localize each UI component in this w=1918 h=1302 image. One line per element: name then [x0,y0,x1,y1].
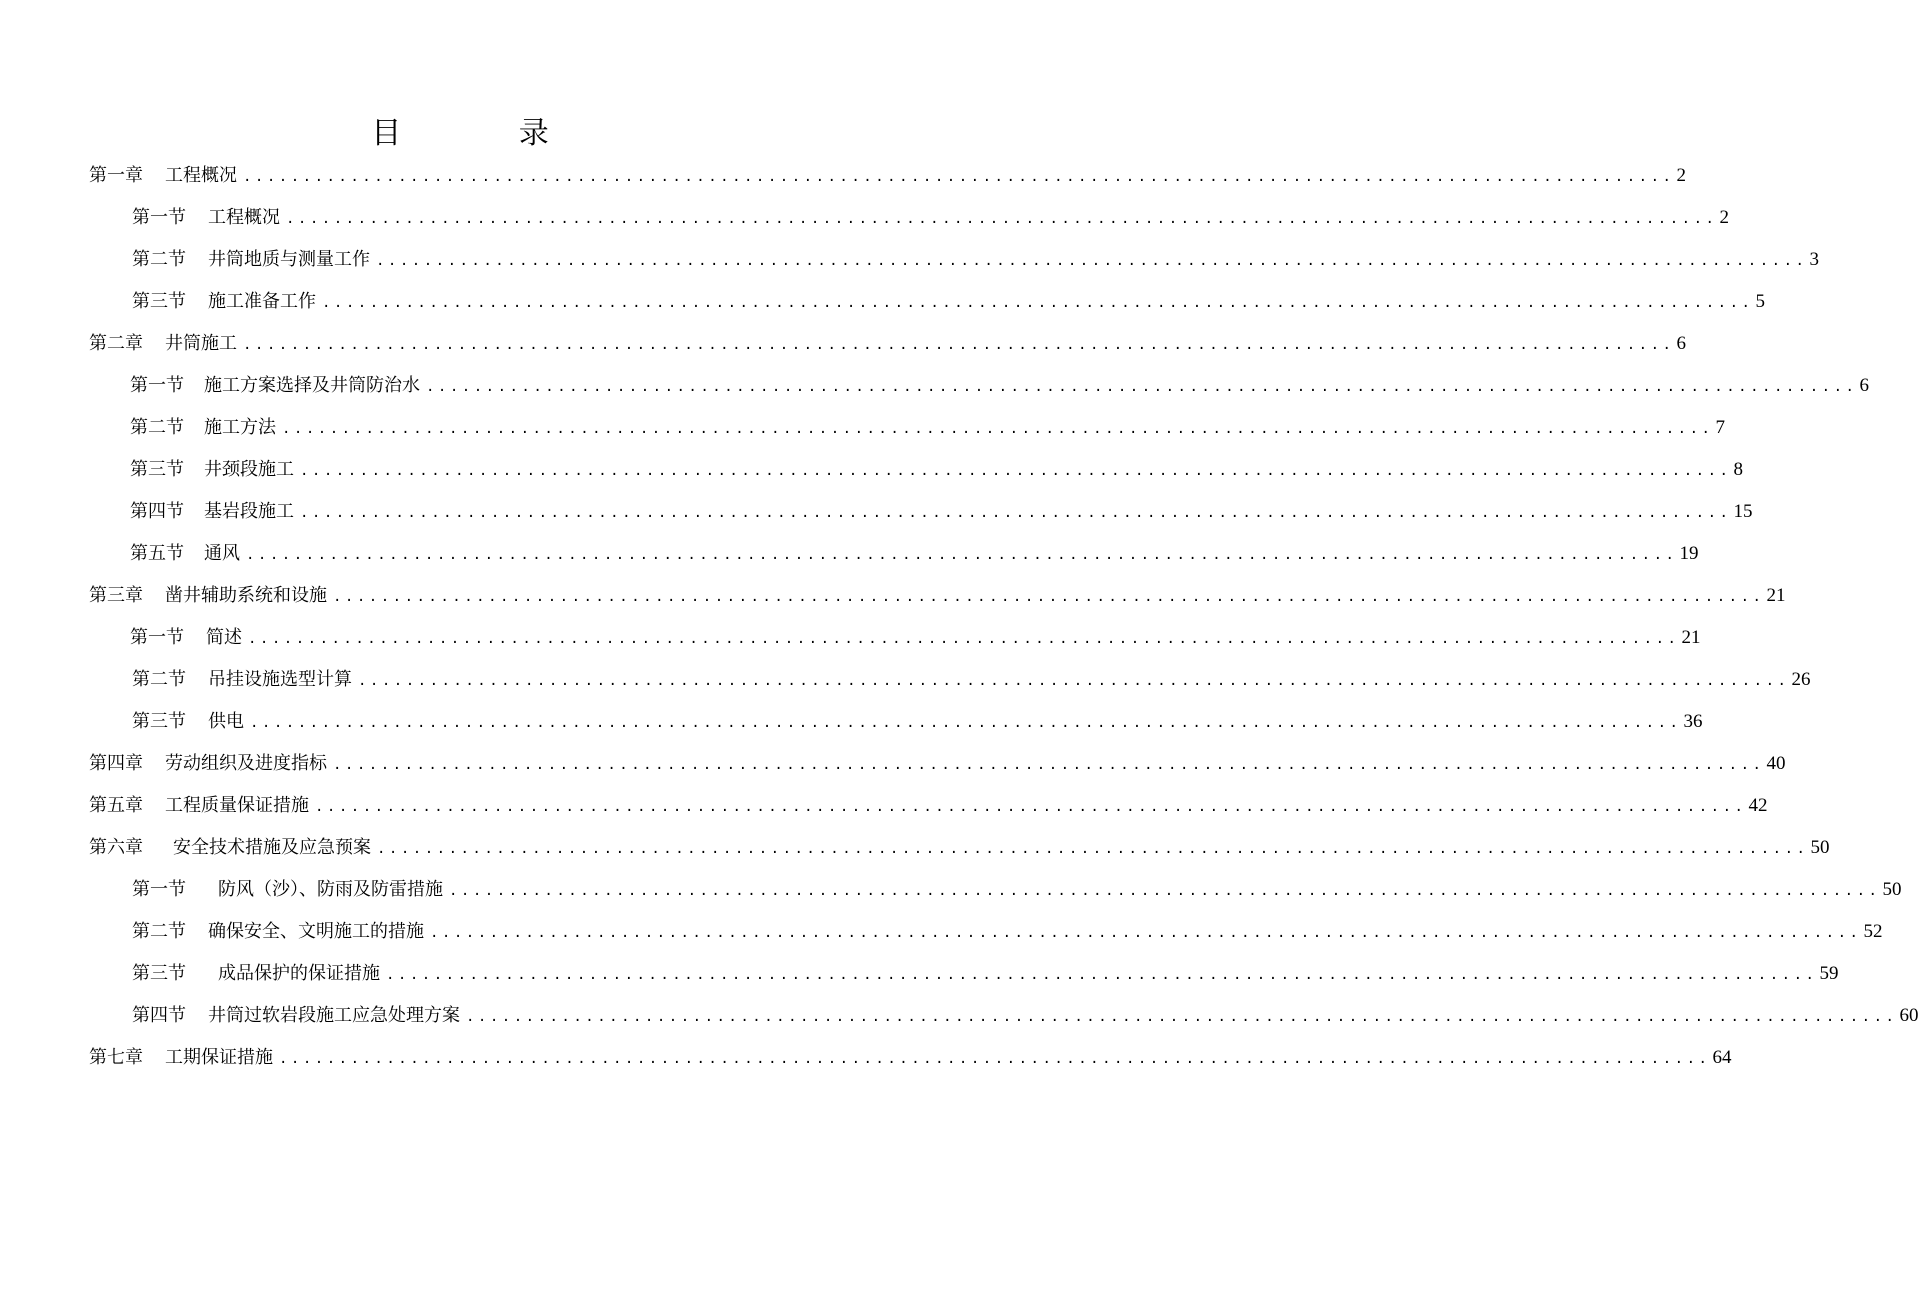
toc-leader-dots: ........................................................................................................................ [279,1051,1711,1067]
toc-entry-section [132,1000,1918,1028]
toc-leader-dots: ........................................................................................................................ [430,925,1862,941]
toc-leader-dots: ........................................................................................................................ [248,631,1680,647]
toc-leader-dots: ........................................................................................................................ [300,505,1732,521]
toc-entry-chapter-1 [89,160,1686,188]
toc-entry-label: 第三节 [130,459,184,480]
toc-entry-section [132,202,1729,230]
toc-entry-page: 52 [1863,921,1883,942]
toc-entry-title: 工期保证措施 [165,1047,273,1068]
toc-entry-title: 工程概况 [165,165,237,186]
toc-leader-dots: ........................................................................................................................ [358,673,1790,689]
toc-entry-page: 5 [1755,291,1765,312]
toc-entry-title: 吊挂设施选型计算 [208,669,352,690]
toc-leader-dots: ........................................................................................................................ [386,967,1818,983]
toc-entry-page: 8 [1733,459,1743,480]
toc-entry-label: 第一节 [132,879,186,900]
toc-entry-page: 6 [1676,333,1686,354]
toc-entry-chapter-4 [89,748,1786,776]
toc-leader-dots: ........................................................................................................................ [377,841,1809,857]
toc-entry-label: 第五章 [89,795,143,816]
toc-entry-section [132,874,1902,902]
toc-entry-title: 成品保护的保证措施 [218,963,380,984]
toc-entry-title: 劳动组织及进度指标 [165,753,327,774]
toc-entry-title: 施工方法 [204,417,276,438]
toc-entry-title: 供电 [208,711,244,732]
toc-entry-title: 工程概况 [208,207,280,228]
toc-entry-page: 2 [1676,165,1686,186]
toc-entry-title: 确保安全、文明施工的措施 [208,921,424,942]
toc-leader-dots: ........................................................................................................................ [333,757,1765,773]
toc-entry-title: 施工准备工作 [208,291,316,312]
toc-entry-section [132,916,1883,944]
toc-entry-title: 防风（沙）、防雨及防雷措施 [218,879,443,900]
toc-leader-dots: ........................................................................................................................ [322,295,1754,311]
toc-leader-dots: ........................................................................................................................ [282,421,1714,437]
toc-entry-chapter-6 [89,832,1830,860]
toc-entry-label: 第一章 [89,165,143,186]
toc-entry-title: 凿井辅助系统和设施 [165,585,327,606]
toc-entry-label: 第一节 [130,627,184,648]
toc-entry-title: 井筒施工 [165,333,237,354]
toc-entry-section [130,622,1701,650]
toc-entry-label: 第三节 [132,291,186,312]
toc-entry-chapter-2 [89,328,1686,356]
toc-leader-dots: ........................................................................................................................ [250,715,1682,731]
toc-entry-page: 42 [1748,795,1768,816]
toc-entry-page: 21 [1681,627,1701,648]
toc-title: 目 录 [371,116,603,151]
toc-leader-dots: ........................................................................................................................ [243,169,1675,185]
toc-entry-label: 第七章 [89,1047,143,1068]
toc-leader-dots: ........................................................................................................................ [286,211,1718,227]
toc-entry-page: 15 [1733,501,1753,522]
toc-entry-page: 59 [1819,963,1839,984]
toc-entry-section [130,412,1725,440]
toc-entry-label: 第二节 [130,417,184,438]
toc-entry-label: 第二节 [132,669,186,690]
toc-entry-chapter-3 [89,580,1786,608]
toc-entry-label: 第三章 [89,585,143,606]
toc-entry-section [132,958,1839,986]
toc-leader-dots: ........................................................................................................................ [243,337,1675,353]
toc-entry-page: 60 [1899,1005,1918,1026]
toc-entry-label: 第二章 [89,333,143,354]
toc-leader-dots: ........................................................................................................................ [315,799,1747,815]
toc-entry-section [130,496,1753,524]
toc-entry-title: 井颈段施工 [204,459,294,480]
toc-leader-dots: ........................................................................................................................ [426,379,1858,395]
toc-entry-page: 3 [1809,249,1819,270]
toc-leader-dots: ........................................................................................................................ [376,253,1808,269]
toc-entry-section [132,664,1811,692]
toc-entry-page: 40 [1766,753,1786,774]
toc-entry-title: 井筒过软岩段施工应急处理方案 [208,1005,460,1026]
toc-entry-label: 第四节 [132,1005,186,1026]
toc-entry-title: 施工方案选择及井筒防治水 [204,375,420,396]
toc-entry-section [130,538,1699,566]
toc-entry-chapter-5 [89,790,1768,818]
toc-entry-label: 第三节 [132,711,186,732]
toc-entry-label: 第一节 [132,207,186,228]
toc-entry-section [130,454,1743,482]
toc-entry-section [132,244,1819,272]
toc-leader-dots: ........................................................................................................................ [246,547,1678,563]
toc-entry-title: 工程质量保证措施 [165,795,309,816]
toc-entry-label: 第二节 [132,249,186,270]
toc-entry-page: 2 [1719,207,1729,228]
toc-entry-label: 第三节 [132,963,186,984]
toc-entry-page: 50 [1882,879,1902,900]
toc-entry-page: 21 [1766,585,1786,606]
toc-entry-label: 第六章 [89,837,143,858]
toc-entry-title: 通风 [204,543,240,564]
toc-entry-page: 50 [1810,837,1830,858]
toc-entry-label: 第四节 [130,501,184,522]
toc-entry-label: 第一节 [130,375,184,396]
toc-entry-section [130,370,1869,398]
toc-entry-page: 26 [1791,669,1811,690]
toc-entry-section [132,286,1765,314]
toc-entry-chapter-7 [89,1042,1732,1070]
toc-leader-dots: ........................................................................................................................ [333,589,1765,605]
toc-entry-title: 基岩段施工 [204,501,294,522]
toc-entry-title: 安全技术措施及应急预案 [173,837,371,858]
toc-leader-dots: ........................................................................................................................ [449,883,1881,899]
toc-entry-page: 6 [1859,375,1869,396]
toc-entry-label: 第四章 [89,753,143,774]
toc-entry-section [132,706,1703,734]
toc-entry-page: 19 [1679,543,1699,564]
toc-entry-page: 7 [1715,417,1725,438]
toc-leader-dots: ........................................................................................................................ [300,463,1732,479]
toc-entry-label: 第二节 [132,921,186,942]
toc-entry-title: 井筒地质与测量工作 [208,249,370,270]
toc-entry-label: 第五节 [130,543,184,564]
toc-entry-page: 36 [1683,711,1703,732]
toc-entry-title: 简述 [206,627,242,648]
toc-entry-page: 64 [1712,1047,1732,1068]
toc-leader-dots: ........................................................................................................................ [466,1009,1898,1025]
